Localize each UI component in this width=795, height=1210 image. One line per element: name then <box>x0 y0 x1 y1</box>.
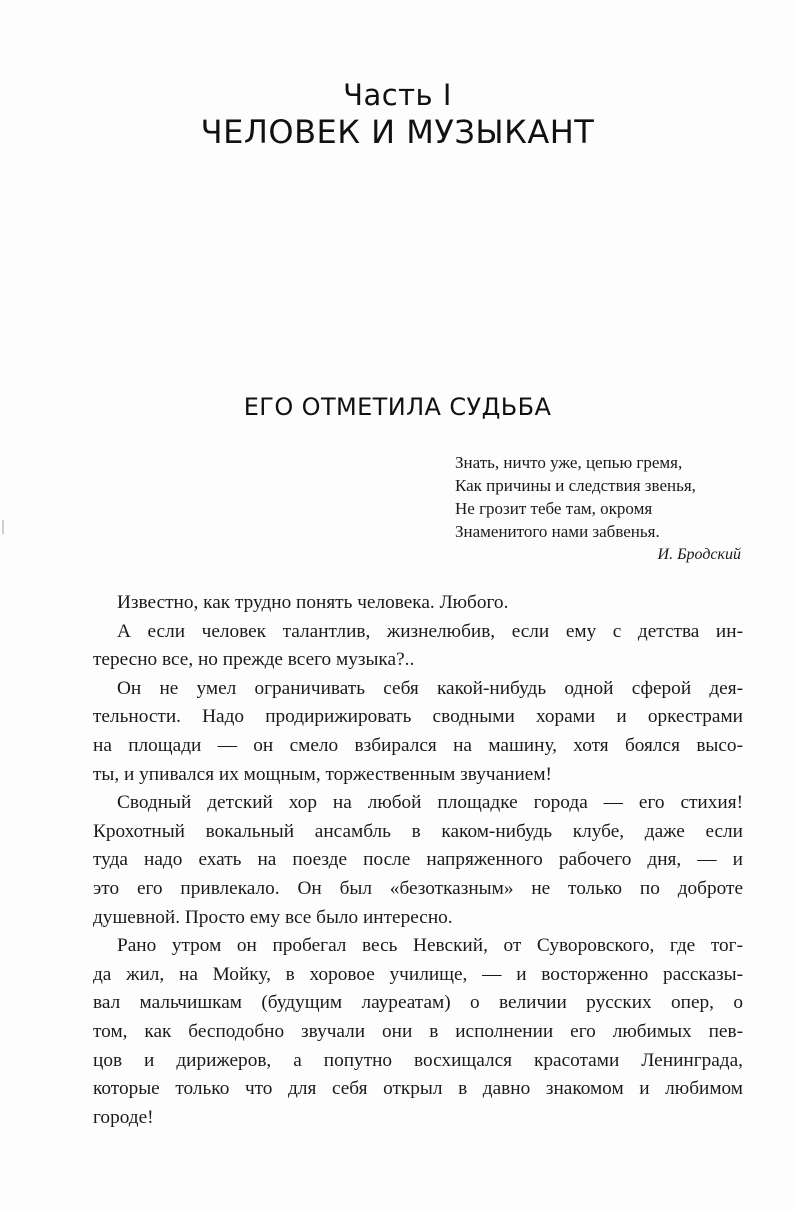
body-line: цов и дирижеров, а попутно восхищался красотами Ленинграда, <box>93 1049 743 1071</box>
body-line: тельности. Надо продирижировать сводными хорами и оркестрами <box>93 706 743 728</box>
body-line: это его привлекало. Он был «безотказным» не только по доброте <box>93 877 743 899</box>
body-line: на площади — он смело взбирался на машину, хотя боялся высо- <box>93 734 743 756</box>
body-line: Крохотный вокальный ансамбль в каком-нибудь клубе, даже если <box>93 820 743 842</box>
body-line: да жил, на Мойку, в хоровое училище, — и восторженно рассказы- <box>93 963 743 985</box>
chapter-title: ЕГО ОТМЕТИЛА СУДЬБА <box>243 393 552 421</box>
epigraph <box>455 451 775 566</box>
body-line: Сводный детский хор на любой площадке города — его стихия! <box>117 792 743 814</box>
body-line: душевной. Просто ему все было интересно. <box>93 906 453 928</box>
body-line: Известно, как трудно понять человека. Любого. <box>117 592 509 613</box>
body-line: вал мальчишкам (будущим лауреатам) о величии русских опер, о <box>93 992 743 1014</box>
epigraph-line: Знать, ничто уже, цепью гремя, <box>455 453 683 472</box>
chapter-body <box>93 589 743 1132</box>
scan-edge-mark <box>2 520 4 534</box>
body-line: Он не умел ограничивать себя какой-нибудь одной сферой дея- <box>117 677 743 699</box>
body-line: городе! <box>93 1106 154 1128</box>
epigraph-line: Знаменитого нами забвенья. <box>455 522 660 541</box>
body-line: туда надо ехать на поезде после напряженного рабочего дня, — и <box>93 849 743 871</box>
body-line: ты, и упивался их мощным, торжественным звучанием! <box>93 763 552 785</box>
body-line: тересно все, но прежде всего музыка?.. <box>93 649 415 671</box>
body-line: А если человек талантлив, жизнелюбив, если ему с детства ин- <box>117 620 743 642</box>
body-line: которые только что для себя открыл в давно знакомом и любимом <box>93 1078 743 1100</box>
epigraph-author: И. Бродский <box>657 546 741 563</box>
part-heading <box>0 78 795 152</box>
epigraph-line: Как причины и следствия звенья, <box>455 476 696 495</box>
epigraph-line: Не грозит тебе там, окромя <box>455 499 653 518</box>
part-name: ЧЕЛОВЕК И МУЗЫКАНТ <box>200 113 595 151</box>
body-line: Рано утром он пробегал весь Невский, от Суворовского, где тог- <box>117 935 743 957</box>
part-label: Часть I <box>343 78 452 112</box>
body-line: том, как бесподобно звучали они в исполнении его любимых пев- <box>93 1020 743 1042</box>
